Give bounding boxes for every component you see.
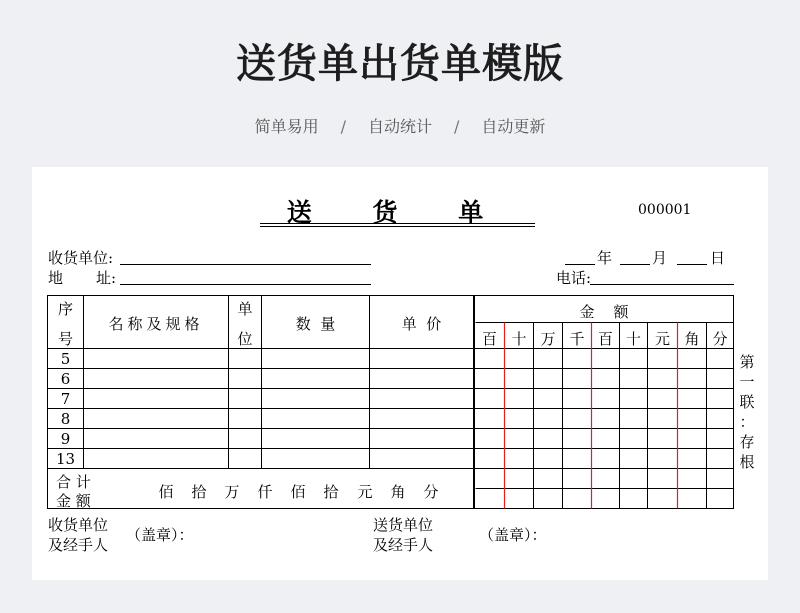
total-unit: 拾 — [323, 483, 339, 501]
year-label: 年 — [597, 249, 613, 267]
col-amount: 金 额 — [579, 303, 629, 321]
digit-jiao: 角 — [684, 330, 700, 348]
serial-number: 000001 — [638, 202, 692, 218]
digit-ten: 十 — [625, 330, 641, 348]
total-unit: 佰 — [290, 483, 306, 501]
total-unit: 仟 — [257, 483, 273, 501]
row-number: 13 — [55, 450, 76, 468]
side-note: 第 — [739, 353, 755, 371]
total-unit: 佰 — [158, 483, 174, 501]
total-label-1: 合 计 — [56, 473, 91, 491]
receiver-sign-label-1: 收货单位 — [48, 516, 109, 534]
col-unit-1: 单 — [237, 300, 253, 318]
total-unit: 万 — [224, 483, 240, 501]
phone-label: 电话: — [556, 269, 592, 287]
row-number: 8 — [60, 410, 71, 428]
side-note: 存 — [739, 433, 755, 451]
col-price: 单 价 — [401, 315, 442, 333]
address-label-1: 地 — [48, 269, 64, 287]
sender-stamp-label: （盖章）： — [479, 526, 547, 544]
digit-fen: 分 — [712, 330, 728, 348]
address-label-2: 址: — [96, 269, 117, 287]
row-number: 9 — [60, 430, 71, 448]
feature-auto-stats: 自动统计 — [367, 117, 432, 136]
digit-ten-thousand: 十 — [511, 330, 527, 348]
col-qty: 数 量 — [295, 315, 336, 333]
col-seq-1: 序 — [57, 300, 73, 318]
sender-sign-label-2: 及经手人 — [373, 536, 434, 554]
digit-thousand: 千 — [569, 330, 585, 348]
side-note: 一 — [739, 373, 755, 391]
month-label: 月 — [652, 249, 668, 267]
separator: / — [340, 117, 346, 136]
digit-yuan: 元 — [654, 330, 670, 348]
row-number: 5 — [60, 350, 71, 368]
total-unit: 元 — [357, 483, 373, 501]
total-unit: 分 — [423, 483, 439, 501]
row-number: 7 — [60, 390, 71, 408]
receiver-label: 收货单位: — [48, 249, 114, 267]
day-label: 日 — [710, 249, 726, 267]
digit-hundred-thousand: 百 — [481, 330, 497, 348]
digit-hundred: 百 — [597, 330, 613, 348]
row-number: 6 — [60, 370, 71, 388]
digit-wan: 万 — [540, 330, 556, 348]
receiver-sign-label-2: 及经手人 — [48, 536, 109, 554]
side-note: 根 — [739, 453, 755, 471]
total-unit: 拾 — [191, 483, 207, 501]
feature-easy: 简单易用 — [254, 117, 319, 136]
separator: / — [454, 117, 460, 136]
sender-sign-label-1: 送货单位 — [373, 516, 434, 534]
form-title: 送 货 单 — [286, 198, 510, 227]
total-unit: 角 — [390, 483, 406, 501]
side-note: ： — [739, 413, 755, 431]
total-label-2: 金 额 — [56, 492, 91, 510]
page-title: 送货单出货单模版 — [236, 41, 564, 87]
col-seq-2: 号 — [57, 330, 73, 348]
col-name: 名称及规格 — [108, 315, 204, 333]
col-unit-2: 位 — [237, 330, 253, 348]
receiver-stamp-label: （盖章）： — [126, 526, 194, 544]
side-note: 联 — [739, 393, 755, 411]
feature-auto-update: 自动更新 — [481, 117, 546, 136]
